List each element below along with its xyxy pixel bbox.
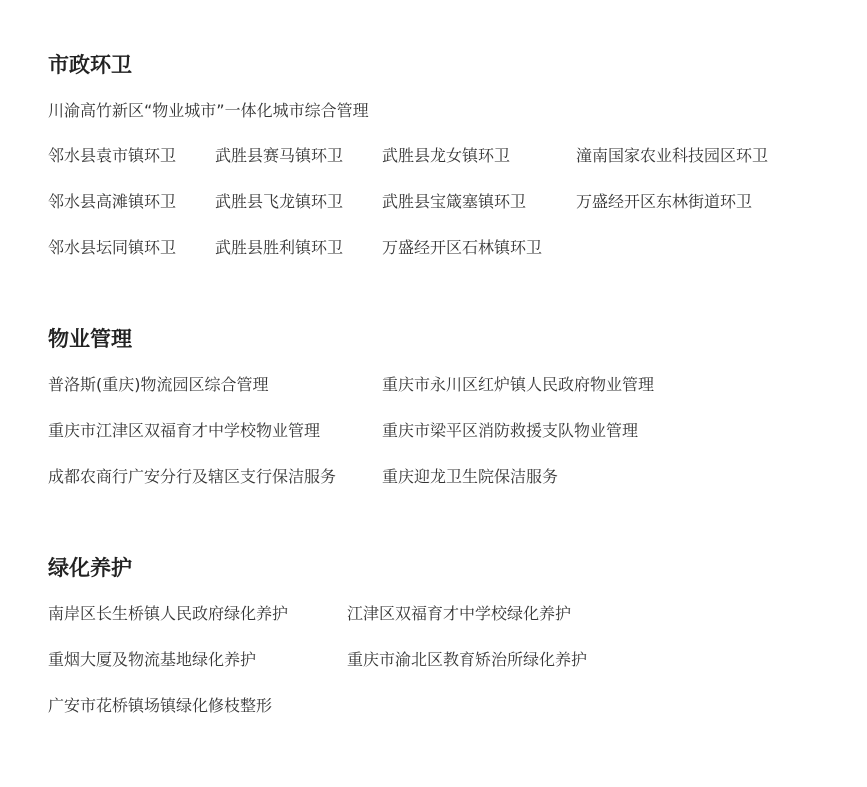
project-link[interactable]: 重烟大厦及物流基地绿化养护 (48, 650, 257, 669)
project-link[interactable]: 成都农商行广安分行及辖区支行保洁服务 (48, 467, 337, 486)
section-title-greening-maintenance: 绿化养护 (48, 556, 132, 580)
project-link[interactable]: 重庆市渝北区教育矫治所绿化养护 (347, 650, 588, 669)
project-link[interactable]: 武胜县赛马镇环卫 (215, 146, 344, 165)
project-link[interactable]: 武胜县胜利镇环卫 (215, 238, 344, 257)
project-link[interactable]: 万盛经开区石林镇环卫 (382, 238, 543, 257)
project-link[interactable]: 重庆市江津区双福育才中学校物业管理 (48, 421, 321, 440)
project-link[interactable]: 重庆市永川区红炉镇人民政府物业管理 (382, 375, 655, 394)
project-link[interactable]: 川渝高竹新区“物业城市”一体化城市综合管理 (48, 101, 369, 120)
project-link[interactable]: 武胜县宝箴塞镇环卫 (382, 192, 527, 211)
project-link[interactable]: 武胜县龙女镇环卫 (382, 146, 511, 165)
project-link[interactable]: 邻水县高滩镇环卫 (48, 192, 177, 211)
project-link[interactable]: 万盛经开区东林街道环卫 (576, 192, 753, 211)
project-link[interactable]: 重庆市梁平区消防救援支队物业管理 (382, 421, 639, 440)
section-title-property-management: 物业管理 (48, 327, 132, 351)
project-link[interactable]: 邻水县袁市镇环卫 (48, 146, 177, 165)
project-link[interactable]: 邻水县坛同镇环卫 (48, 238, 177, 257)
project-link[interactable]: 广安市花桥镇场镇绿化修枝整形 (48, 696, 273, 715)
project-link[interactable]: 江津区双福育才中学校绿化养护 (347, 604, 572, 623)
project-link[interactable]: 南岸区长生桥镇人民政府绿化养护 (48, 604, 289, 623)
project-link[interactable]: 重庆迎龙卫生院保洁服务 (382, 467, 559, 486)
project-link[interactable]: 潼南国家农业科技园区环卫 (576, 146, 769, 165)
section-title-municipal-sanitation: 市政环卫 (48, 53, 132, 77)
project-link[interactable]: 武胜县飞龙镇环卫 (215, 192, 344, 211)
project-link[interactable]: 普洛斯(重庆)物流园区综合管理 (48, 375, 269, 394)
